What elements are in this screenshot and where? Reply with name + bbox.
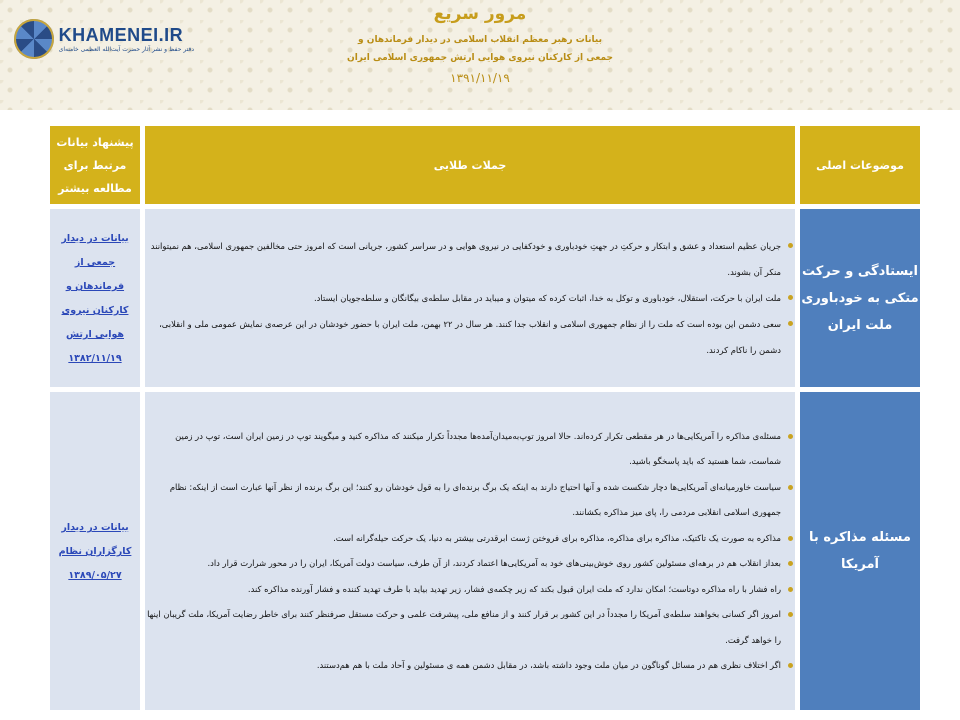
list-item: مذاکره به صورت یک تاکتیک، مذاکره برای مذاکره، مذاکره برای فروختن ژست ابرقدرتی بیشتر به دنیا، یک حرکت حیله‌گرانه است.: [145, 526, 795, 552]
topic-cell: ایستادگی و حرکت متکی به خودباوری ملت ایران: [800, 209, 920, 387]
banner-subtitle-line-1: بیانات رهبر معظم انقلاب اسلامی در دیدار فرماندهان و: [358, 35, 602, 45]
header-banner: [0, 0, 960, 110]
table-row: [50, 209, 920, 387]
topic-cell: مسئله مذاکره با آمریکا: [800, 392, 920, 710]
reference-cell: [50, 392, 140, 710]
sentences-cell: [145, 209, 795, 387]
banner-date: ۱۳۹۱/۱۱/۱۹: [450, 71, 510, 85]
list-item: راه فشار با راه مذاکره دوتاست؛ امکان ندارد که ملت ایران قبول بکند که زیر چکمه‌ی فشار، زیر تهدید بیاید با طرف تهدید کننده و فشار آورنده مذاکره کند.: [145, 577, 795, 603]
list-item: امروز اگر کسانی بخواهند سلطه‌ی آمریکا را مجدداً در این کشور بر قرار کنند و از منافع ملی، پیشرفت علمی و حرکت مستقل صرفنظر کنند برای خاطر رضایت آمریکا، ملت گریبان اینها را خواهد گرفت.: [145, 602, 795, 653]
list-item: جریان عظیم استعداد و عشق و ابتکار و حرکتِ در جهتِ خودباوری و خودکفایی در نیروی هوایی و در سراسر کشور، جریانی است که امروز حتی مخالفین جمهوری اسلامی، هم نمیتوانند منکر آن بشوند.: [145, 233, 795, 285]
sentences-cell: [145, 392, 795, 710]
header-golden-sentences: جملات طلایی: [145, 126, 795, 204]
logo-name: KHAMENEI.IR: [58, 24, 184, 45]
banner-subtitle-line-2: جمعی از کارکنان نیروی هوایی ارتش جمهوری اسلامی ایران: [347, 53, 613, 63]
header-topics: موضوعات اصلی: [800, 126, 920, 204]
list-item: بعداز انقلاب هم در برهه‌ای مسئولین کشور روی خوش‌بینی‌های خود به آمریکایی‌ها اعتماد کردند، از آن طرف، سیاست دولت آمریکا، ایران را در محور شرارت قرار داد.: [145, 551, 795, 577]
table-row: [50, 392, 920, 710]
summary-table: [45, 121, 925, 715]
logo-text: [59, 25, 194, 54]
logo-subtitle: دفتر حفظ و نشر آثار حضرت آیت‌الله العظمی خامنه‌ای: [58, 45, 194, 53]
page-title: مرور سریع: [433, 4, 527, 24]
reference-link[interactable]: بیانات در دیدار کارگزاران نظام ۱۳۸۹/۰۵/۲۷: [58, 522, 132, 581]
logo-emblem-icon: [14, 19, 54, 59]
khamenei-logo[interactable]: [14, 16, 194, 62]
reference-link[interactable]: بیانات در دیدار جمعی از فرماندهان و کارکنان نیروی هوایی ارتش ۱۳۸۲/۱۱/۱۹: [61, 233, 129, 364]
header-suggestions: پیشنهاد بیانات مرتبط برای مطالعه بیشتر: [50, 126, 140, 204]
list-item: اگر اختلاف نظری هم در مسائل گوناگون در میان ملت وجود داشته باشد، در مقابل دشمن همه ی مسئولین و آحاد ملت با هم هم‌دستند.: [145, 653, 795, 679]
list-item: مسئله‌ی مذاکره را آمریکایی‌ها در هر مقطعی تکرار کرده‌اند. حالا امروز توپ‌به‌میدان‌آمده‌ها مجدداً تکرار میکنند که مذاکره کنید و میگویند توپ در زمین ایران است، توپ در زمین شماست، شما هستید که باید پاسخگو باشید.: [145, 424, 795, 475]
reference-cell: [50, 209, 140, 387]
list-item: سعی دشمن این بوده است که ملت را از نظام جمهوری اسلامی و انقلاب جدا کنند. هر سال در ۲۲ بهمن، ملت ایران با حضور خودشان در این عرصه‌ی نمایش عمومی ملی و انقلابی، دشمن را ناکام کردند.: [145, 311, 795, 363]
list-item: ملت ایران با حرکت، استقلال، خودباوری و توکل به خدا، اثبات کرده که میتوان و میباید در مقابل سلطه‌ی بیگانگان و سلطه‌جویان ایستاد.: [145, 285, 795, 311]
list-item: سیاست خاورمیانه‌ای آمریکایی‌ها دچار شکست شده و آنها احتیاج دارند به اینکه یک برگ برنده‌ای را به قول خودشان رو کنند؛ این برگ برنده از نظر آنها عبارت است از اینکه: نظام جمهوری اسلامی انقلابی مردمی را، پای میز مذاکره بکشانند.: [145, 475, 795, 526]
